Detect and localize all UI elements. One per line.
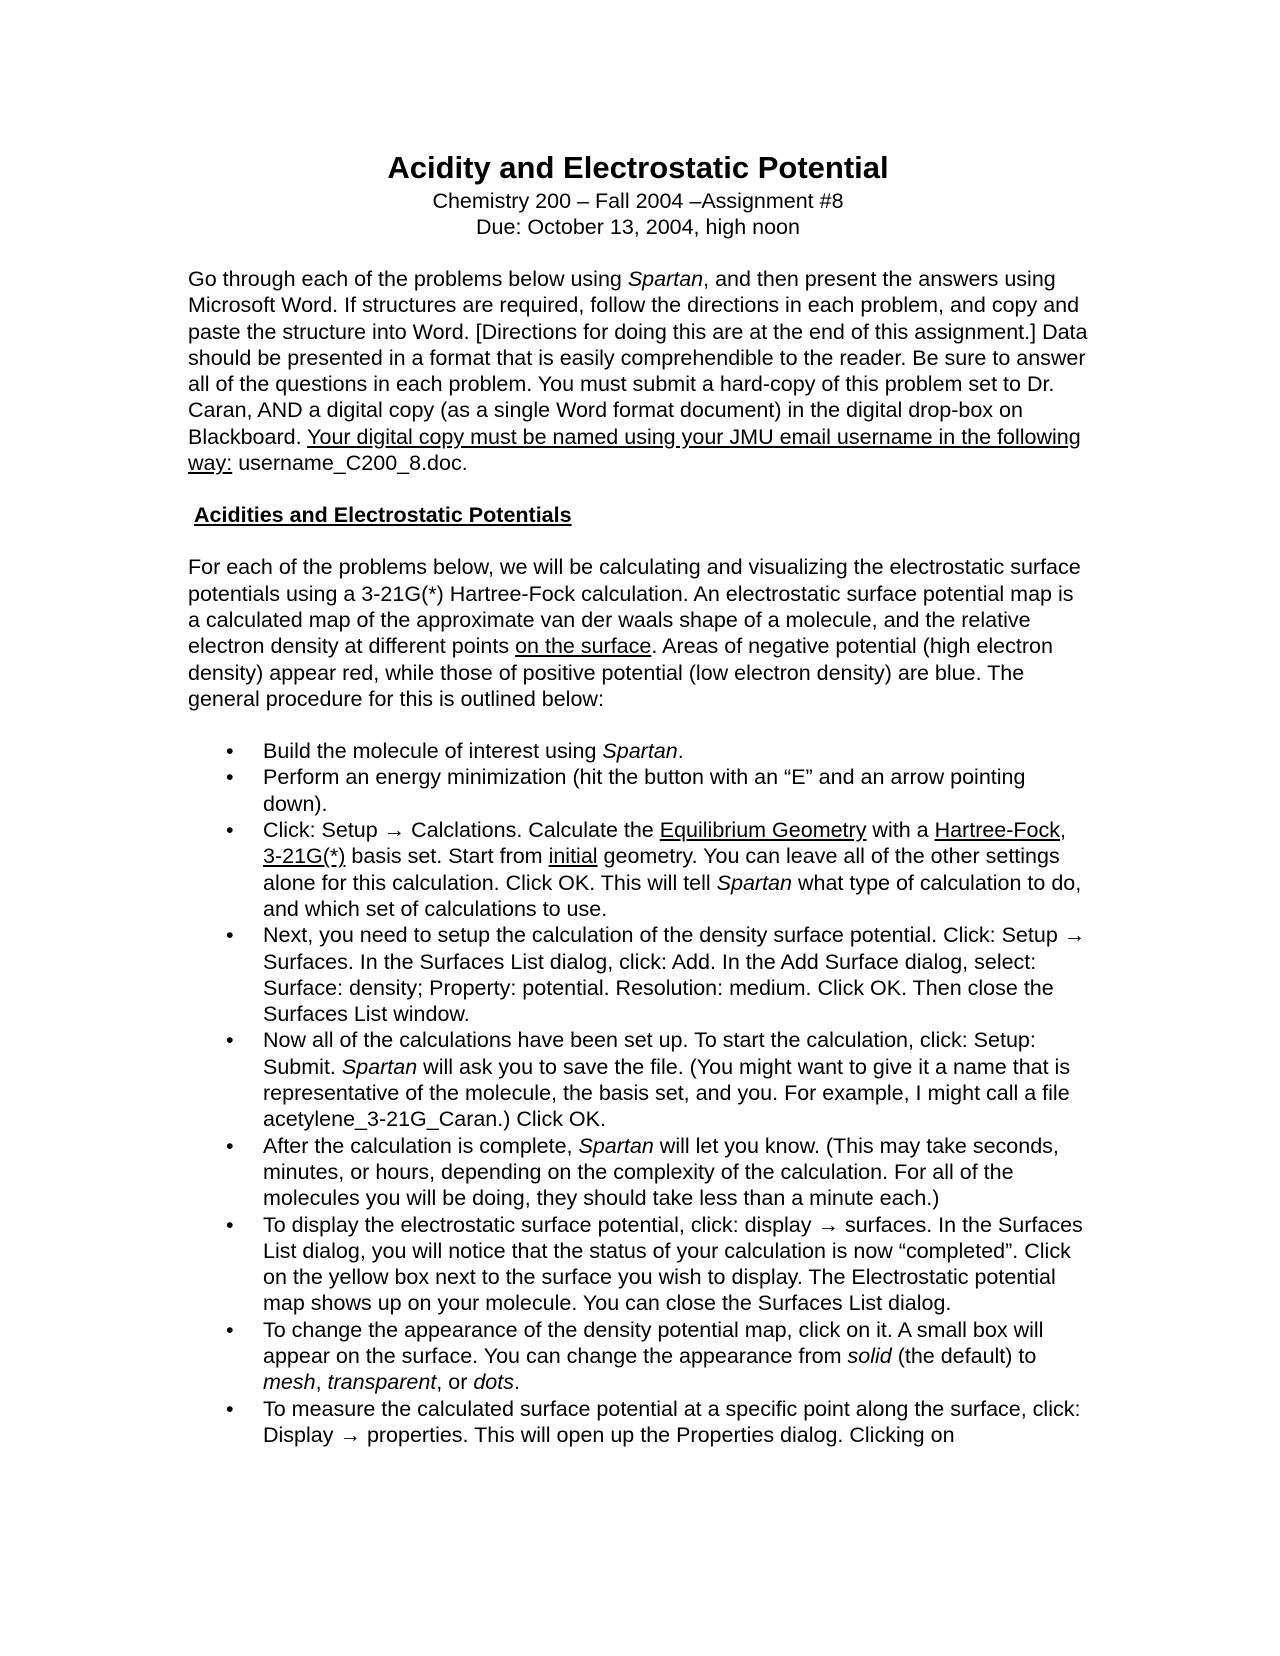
bullet-icon: •: [226, 1212, 234, 1237]
software-name: Spartan: [602, 739, 678, 764]
step-text: ,: [315, 1370, 328, 1395]
bullet-icon: •: [226, 739, 234, 764]
step-text: Build the molecule of interest using: [263, 739, 603, 764]
step-text: ,: [1060, 818, 1067, 843]
underlined-term: Hartree-Fock: [934, 818, 1061, 843]
step-text: what type of calculation to do, and which set of calculations to use.: [263, 870, 1082, 921]
step-text: basis set. Start from: [345, 844, 549, 869]
section-heading: Acidities and Electrostatic Potentials: [194, 503, 572, 528]
underlined-phrase: on the surface: [515, 634, 652, 659]
procedure-step: [188, 1396, 1088, 1449]
procedure-step: [188, 764, 1088, 817]
bullet-icon: •: [226, 1396, 234, 1421]
bullet-icon: •: [226, 923, 234, 948]
step-text: Click: Setup → Calclations. Calculate the: [263, 818, 660, 843]
procedure-step: [188, 922, 1088, 1027]
procedure-list: [188, 738, 1088, 1448]
procedure-step: [188, 738, 1088, 764]
underlined-term: initial: [548, 844, 598, 869]
procedure-step: [188, 1212, 1088, 1317]
document-page: [188, 148, 1088, 1448]
filename-example: username_C200_8.doc.: [232, 451, 468, 476]
due-date-line: Due: October 13, 2004, high noon: [476, 215, 800, 239]
procedure-step: [188, 1133, 1088, 1212]
bullet-icon: •: [226, 1317, 234, 1342]
step-text: , or: [436, 1370, 474, 1395]
step-text: To measure the calculated surface potential at a specific point along the surface, click: Display → properties. This will open up the Properties dialog. Clicking on: [263, 1396, 1081, 1447]
software-name: Spartan: [341, 1054, 418, 1079]
step-text: .: [677, 739, 684, 764]
italic-term: transparent: [327, 1370, 437, 1395]
procedure-step: [188, 1317, 1088, 1396]
bullet-icon: •: [226, 1133, 234, 1158]
software-name: Spartan: [716, 870, 792, 895]
italic-term: mesh: [263, 1370, 316, 1395]
step-text: Perform an energy minimization (hit the button with an “E” and an arrow pointing down).: [263, 765, 1026, 816]
bullet-icon: •: [226, 1028, 234, 1053]
step-text: Now all of the calculations have been set up. To start the calculation, click: Setup: Submit.: [263, 1028, 1036, 1079]
intro-text: , and then present the answers using Microsoft Word. If structures are required, follow the directions in each problem, and copy and paste the structure into Word. [Directions for doing this are at the end of this assignment.] Data should be presented in a format that is easily comprehendible to the reader. Be sure to answer all of the questions in each problem. You must submit a hard-copy of this problem set to Dr. Caran, AND a digital copy (as a single Word format document) in the digital drop-box on Blackboard.: [188, 267, 1088, 449]
step-text: To change the appearance of the density potential map, click on it. A small box will appear on the surface. You can change the appearance from: [263, 1317, 1044, 1368]
step-text: will let you know. (This may take seconds, minutes, or hours, depending on the complexity of the calculation. For all of the molecules you will be doing, they should take less than a minute each.): [263, 1133, 1059, 1211]
underlined-term: 3-21G(*): [263, 844, 346, 869]
section-paragraph: [188, 554, 1088, 712]
bullet-icon: •: [226, 818, 234, 843]
step-text: To display the electrostatic surface potential, click: display → surfaces. In the Surfaces List dialog, you will notice that the status of your calculation is now “completed”. Click on the yellow box next to the surface you wish to display. The Electrostatic potential map shows up on your molecule. You can close the Surfaces List dialog.: [263, 1212, 1083, 1316]
intro-text: Go through each of the problems below using: [188, 267, 628, 291]
intro-paragraph: [188, 266, 1088, 476]
step-text: .: [513, 1370, 520, 1395]
italic-term: solid: [847, 1343, 892, 1368]
course-line: Chemistry 200 – Fall 2004 –Assignment #8: [432, 189, 844, 213]
naming-instruction: Your digital copy must be named using your JMU email username in the following way:: [188, 424, 1081, 476]
step-text: After the calculation is complete,: [263, 1133, 579, 1158]
italic-term: dots: [473, 1370, 514, 1395]
procedure-step: [188, 1027, 1088, 1132]
step-text: Next, you need to setup the calculation of the density surface potential. Click: Setup → Surfaces. In the Surfaces List dialog, click: Add. In the Add Surface dialog, select: Surface: density; Property: potential. Resolution: medium. Click OK. Then close the Surfaces List window.: [263, 923, 1086, 1027]
document-title: Acidity and Electrostatic Potential: [387, 150, 889, 185]
underlined-term: Equilibrium Geometry: [659, 818, 867, 843]
bullet-icon: •: [226, 765, 234, 790]
procedure-step: [188, 817, 1088, 922]
step-text: (the default) to: [891, 1343, 1037, 1368]
step-text: with a: [866, 818, 935, 843]
software-name: Spartan: [627, 267, 704, 291]
section-text: For each of the problems below, we will be calculating and visualizing the electrostatic surface potentials using a 3-21G(*) Hartree-Fock calculation. An electrostatic surface potential map is a calculated map of the approximate van der waals shape of a molecule, and the relative electron density at different points: [188, 555, 1081, 659]
section-text: . Areas of negative potential (high electron density) appear red, while those of positive potential (low electron density) are blue. The general procedure for this is outlined below:: [188, 634, 1053, 711]
software-name: Spartan: [578, 1133, 654, 1158]
step-text: geometry. You can leave all of the other settings alone for this calculation. Click OK. This will tell: [263, 844, 1060, 895]
step-text: will ask you to save the file. (You might want to give it a name that is representative of the molecule, the basis set, and you. For example, I might call a file acetylene_3-21G_Caran.) Click OK.: [263, 1054, 1071, 1132]
